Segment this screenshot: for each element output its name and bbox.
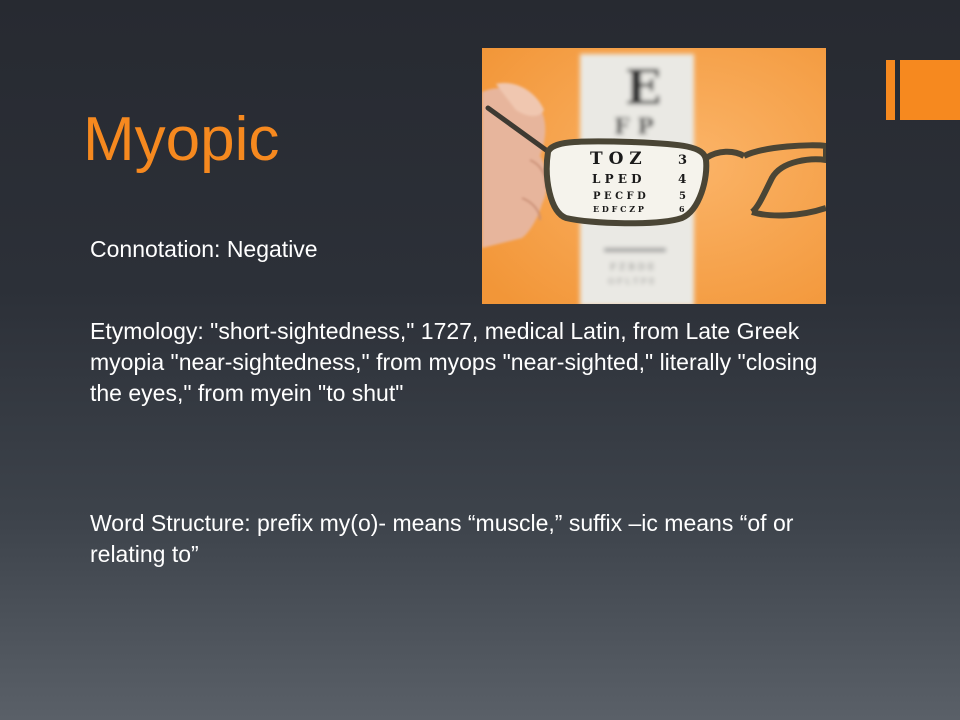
accent-bar-wide (900, 60, 960, 120)
svg-text:F Z B D E: F Z B D E (610, 263, 655, 273)
slide-title: Myopic (83, 105, 280, 174)
svg-text:O F L T P E: O F L T P E (608, 277, 655, 286)
chart-row-5-number: 5 (679, 191, 686, 202)
connotation-text: Connotation: Negative (90, 236, 318, 262)
chart-row-6: E D F C Z P (593, 204, 644, 214)
chart-row-4: L P E D (592, 172, 642, 186)
accent-bar-thin (886, 60, 895, 120)
etymology-text: Etymology: "short-sightedness," 1727, medical Latin, from Late Greek myopia "near-sightedness," from myops "near-sighted," literally "closing the eyes," from myein "to shut" (90, 318, 818, 406)
word-structure-text: Word Structure: prefix my(o)- means “muscle,” suffix –ic means “of or relating to” (90, 510, 794, 567)
chart-row-5: P E C F D (593, 191, 646, 202)
chart-row-1: E (625, 60, 662, 116)
chart-row-2: F P (614, 114, 654, 140)
chart-row-6-number: 6 (679, 204, 685, 214)
chart-row-3-number: 3 (678, 153, 688, 168)
eyeglasses-photo (482, 48, 826, 304)
chart-row-3: T O Z (590, 149, 642, 169)
chart-row-4-number: 4 (678, 172, 687, 186)
